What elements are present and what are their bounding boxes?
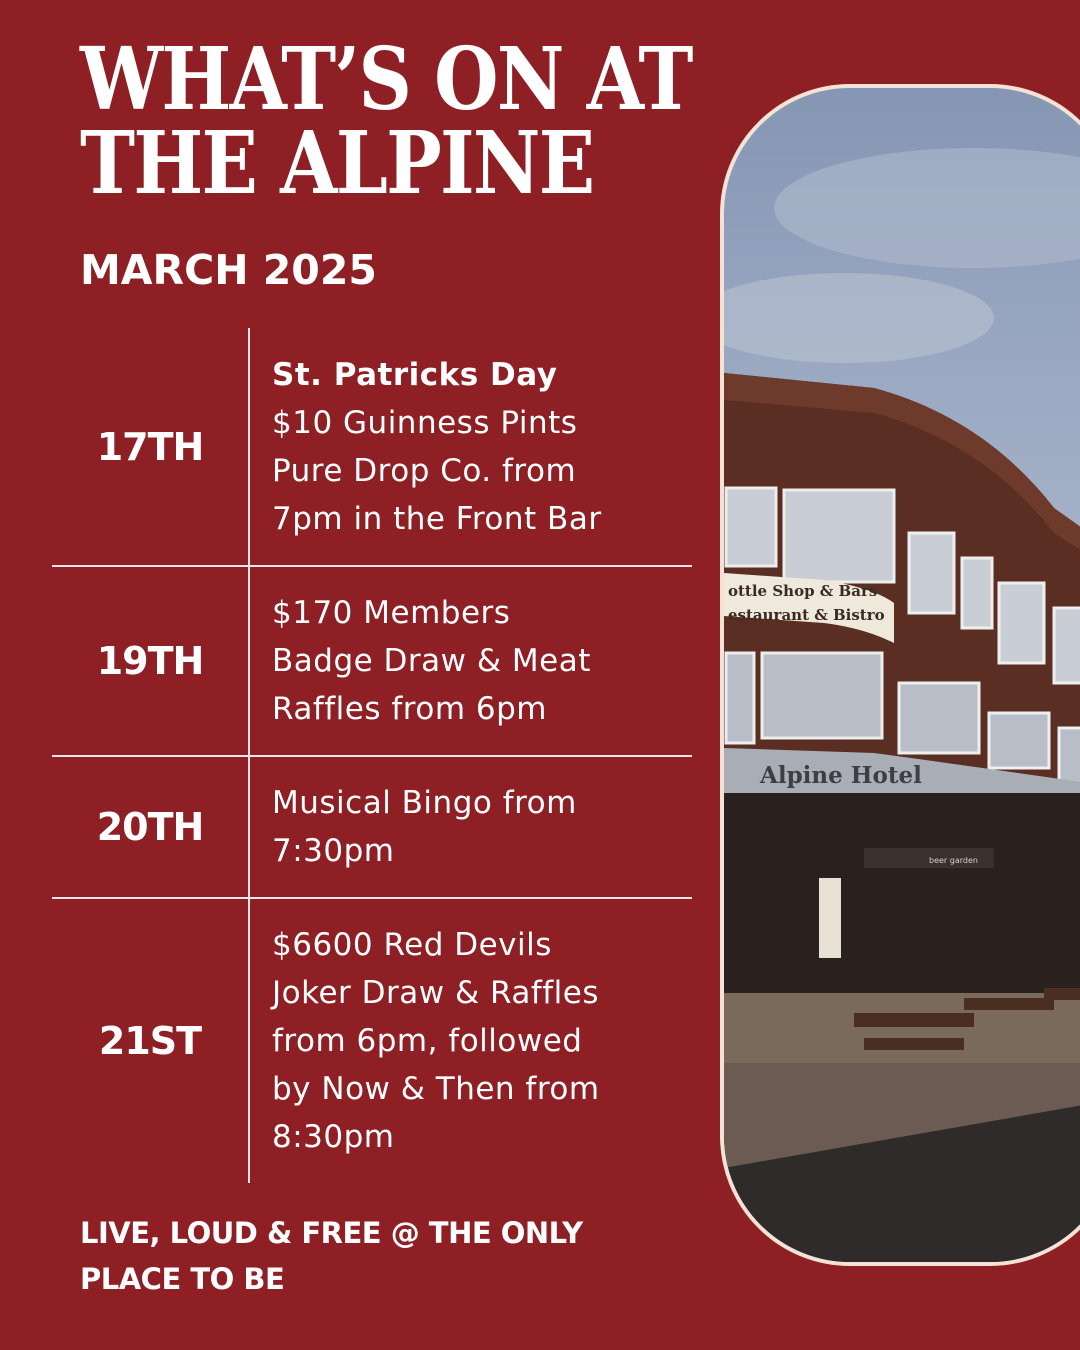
event-day: 21ST	[98, 1019, 202, 1063]
awning-sign-text: Alpine Hotel	[760, 762, 922, 789]
signage-text-bottom: estaurant & Bistro	[728, 606, 885, 624]
event-day: 20TH	[96, 805, 204, 849]
event-description	[272, 567, 692, 755]
event-line: $10 Guinness Pints	[272, 404, 578, 441]
hotel-photo	[720, 84, 1080, 1266]
event-line: 7:30pm	[272, 833, 395, 869]
footer-tagline	[80, 1210, 700, 1302]
event-line: Joker Draw & Raffles	[272, 975, 599, 1011]
event-line: from 6pm, followed	[272, 1023, 583, 1059]
footer-line-2: PLACE TO BE	[80, 1262, 285, 1296]
cloud-shape	[774, 148, 1080, 268]
title-line-2: THE ALPINE	[80, 113, 594, 214]
event-line: Musical Bingo from	[272, 785, 577, 821]
event-day: 19TH	[96, 639, 204, 683]
ground-floor	[724, 793, 1080, 993]
event-line: Badge Draw & Meat	[272, 643, 591, 679]
event-row-21st	[52, 899, 692, 1183]
event-row-17th	[52, 328, 692, 567]
event-line: by Now & Then from	[272, 1071, 600, 1107]
event-description	[272, 328, 692, 565]
event-day: 17TH	[96, 424, 204, 469]
event-line: 7pm in the Front Bar	[272, 500, 602, 537]
event-line: 8:30pm	[272, 1119, 395, 1155]
event-line: Raffles from 6pm	[272, 691, 547, 727]
events-schedule	[52, 328, 692, 1183]
page-title	[80, 29, 692, 214]
small-sign-text: beer garden	[929, 856, 978, 865]
footer-line-1: LIVE, LOUD & FREE @ THE ONLY	[80, 1216, 583, 1250]
event-row-19th	[52, 567, 692, 757]
event-line: $6600 Red Devils	[272, 927, 552, 963]
event-line: Pure Drop Co. from	[272, 452, 577, 489]
cloud-shape	[724, 273, 994, 363]
title-line-1: WHAT’S ON AT	[80, 29, 692, 130]
event-line: $170 Members	[272, 595, 511, 631]
hotel-building-illustration	[724, 88, 1080, 1266]
poster-board	[819, 878, 841, 958]
event-row-20th	[52, 757, 692, 899]
event-description	[272, 757, 692, 897]
signage-text-top: ottle Shop & Bars	[728, 582, 878, 600]
event-heading: St. Patricks Day	[272, 356, 558, 393]
month-heading: MARCH 2025	[80, 246, 377, 294]
event-description	[272, 899, 692, 1183]
